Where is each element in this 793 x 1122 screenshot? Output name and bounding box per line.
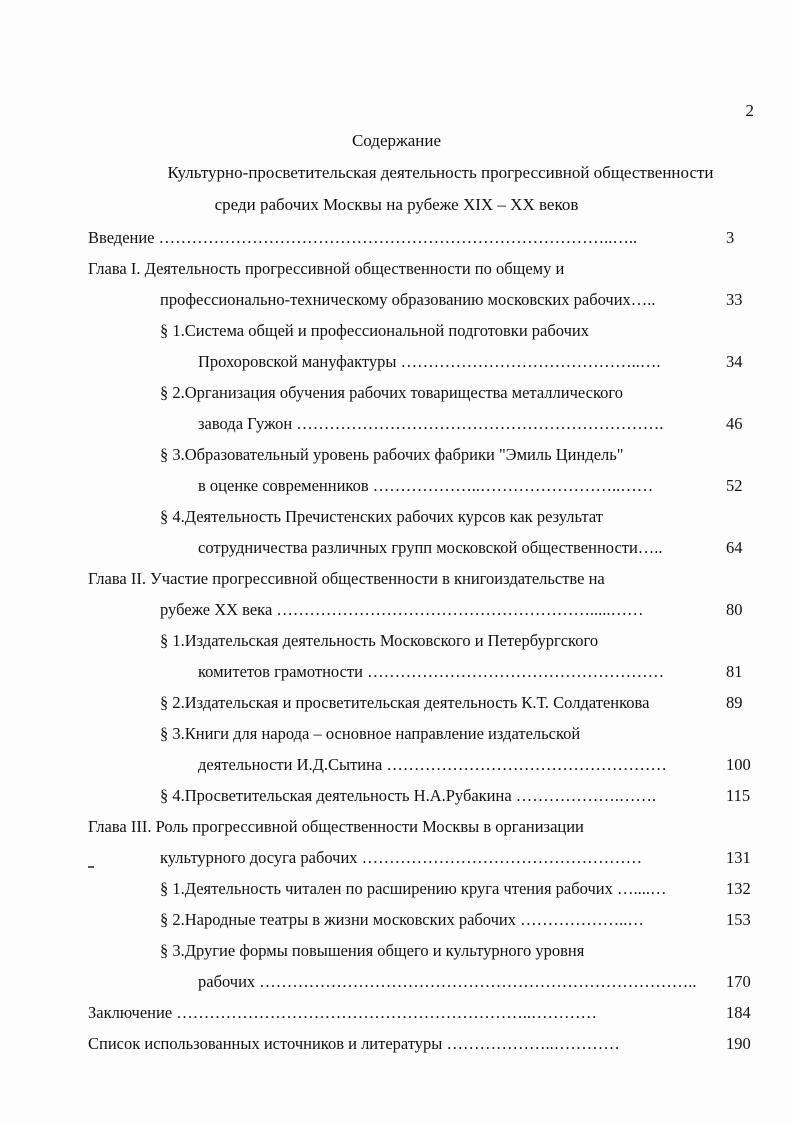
toc-page-chapter-3: 131 bbox=[726, 848, 751, 867]
toc-ch3-section-3-cont: рабочих …………………………………………………………………….. bbox=[198, 972, 697, 991]
toc-page-conclusion: 184 bbox=[726, 1003, 751, 1022]
toc-page-ch2-section-4: 115 bbox=[726, 786, 751, 805]
toc-chapter-3-title: Глава III. Роль прогрессивной общественности Москвы в организации bbox=[88, 817, 584, 836]
toc-entry-bibliography: Список использованных источников и литературы ………………..………… bbox=[88, 1034, 620, 1053]
toc-ch1-section-1-cont: Прохоровской мануфактуры ……………………………………..…. bbox=[198, 352, 661, 371]
toc-page-chapter-2: 80 bbox=[726, 600, 743, 619]
toc-ch1-section-3-cont: в оценке современников ………………..……………………..…… bbox=[198, 476, 654, 495]
toc-page-bibliography: 190 bbox=[726, 1034, 751, 1053]
toc-ch2-section-4: § 4.Просветительская деятельность Н.А.Рубакина ……………….……. bbox=[160, 786, 657, 805]
toc-ch2-section-3-cont: деятельности И.Д.Сытина …………………………………………… bbox=[198, 755, 667, 774]
toc-ch1-section-1: § 1.Система общей и профессиональной подготовки рабочих bbox=[160, 321, 589, 340]
toc-page-ch1-section-4: 64 bbox=[726, 538, 743, 557]
toc-chapter-2-title: Глава II. Участие прогрессивной общественности в книгоиздательстве на bbox=[88, 569, 605, 588]
toc-page-ch1-section-1: 34 bbox=[726, 352, 743, 371]
toc-ch2-section-2: § 2.Издательская и просветительская деятельность К.Т. Солдатенкова bbox=[160, 693, 650, 712]
toc-page-ch1-section-2: 46 bbox=[726, 414, 743, 433]
toc-ch1-section-4: § 4.Деятельность Пречистенских рабочих курсов как результат bbox=[160, 507, 603, 526]
toc-page-ch2-section-1: 81 bbox=[726, 662, 743, 681]
toc-page-ch1-section-3: 52 bbox=[726, 476, 743, 495]
page-number: 2 bbox=[745, 101, 754, 120]
scan-artifact-mark bbox=[88, 866, 94, 868]
toc-ch1-section-2: § 2.Организация обучения рабочих товарищества металлического bbox=[160, 383, 623, 402]
toc-chapter-3-title-cont: культурного досуга рабочих …………………………………………… bbox=[160, 848, 643, 867]
toc-chapter-1-title-cont: профессионально-техническому образованию московских рабочих….. bbox=[160, 290, 656, 309]
toc-page-ch3-section-1: 132 bbox=[726, 879, 751, 898]
toc-ch2-section-1-cont: комитетов грамотности ……………………………………………… bbox=[198, 662, 665, 681]
toc-page-introduction: 3 bbox=[726, 228, 735, 247]
toc-page-ch2-section-2: 89 bbox=[726, 693, 743, 712]
toc-ch3-section-2: § 2.Народные театры в жизни московских рабочих ………………..… bbox=[160, 910, 644, 929]
toc-ch1-section-3: § 3.Образовательный уровень рабочих фабрики "Эмиль Циндель" bbox=[160, 445, 624, 464]
toc-ch1-section-4-cont: сотрудничества различных групп московской общественности….. bbox=[198, 538, 663, 557]
thesis-title-line-2: среди рабочих Москвы на рубеже XIX – XX веков bbox=[214, 195, 579, 214]
toc-page-ch3-section-3: 170 bbox=[726, 972, 751, 991]
toc-ch3-section-1: § 1.Деятельность читален по расширению круга чтения рабочих …....… bbox=[160, 879, 667, 898]
toc-page-ch2-section-3: 100 bbox=[726, 755, 751, 774]
toc-ch2-section-3: § 3.Книги для народа – основное направление издательской bbox=[160, 724, 581, 743]
toc-chapter-2-title-cont: рубеже XX века ………………………………………………….....…… bbox=[160, 600, 644, 619]
thesis-title-line-1: Культурно-просветительская деятельность прогрессивной общественности bbox=[167, 163, 714, 182]
toc-page-ch3-section-2: 153 bbox=[726, 910, 751, 929]
toc-title: Содержание bbox=[351, 131, 442, 150]
toc-entry-introduction: Введение ………………………………………………………………………..….. bbox=[88, 228, 638, 247]
toc-page-chapter-1: 33 bbox=[726, 290, 743, 309]
toc-ch2-section-1: § 1.Издательская деятельность Московского и Петербургского bbox=[160, 631, 599, 650]
toc-chapter-1-title: Глава I. Деятельность прогрессивной общественности по общему и bbox=[88, 259, 565, 278]
toc-ch3-section-3: § 3.Другие формы повышения общего и культурного уровня bbox=[160, 941, 585, 960]
toc-ch1-section-2-cont: завода Гужон …………………………………………………………. bbox=[198, 414, 664, 433]
toc-entry-conclusion: Заключение ………………………………………………………..………… bbox=[88, 1003, 598, 1022]
